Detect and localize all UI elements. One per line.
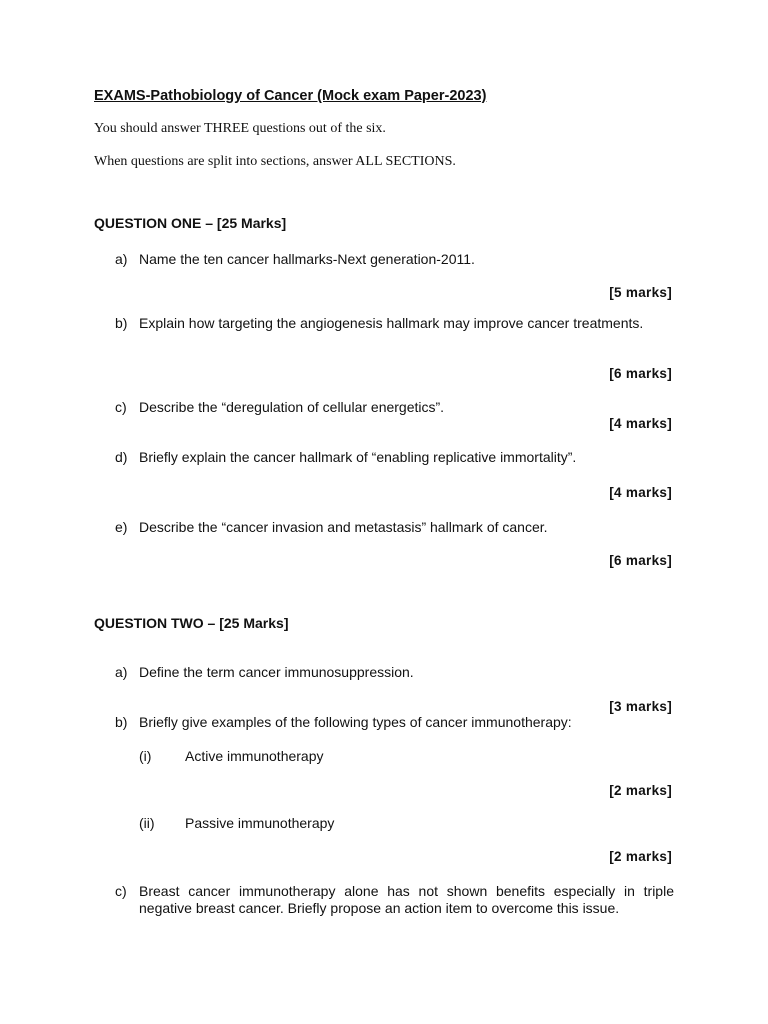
q1-part-c-text: Describe the “deregulation of cellular energetics”. [139, 399, 445, 415]
q1-part-b-text: Explain how targeting the angiogenesis hallmark may improve cancer treatments. [139, 315, 644, 331]
q1-part-a-text: Name the ten cancer hallmarks-Next generation-2011. [139, 251, 475, 267]
q2-part-c-label: c) [115, 883, 127, 899]
q1-part-a-marks: [5 marks] [609, 285, 672, 300]
q1-part-d-marks: [4 marks] [609, 485, 672, 500]
q1-part-c-marks: [4 marks] [609, 416, 672, 431]
q2-subpart-i-label: (i) [139, 748, 152, 764]
q2-subpart-i-marks: [2 marks] [609, 783, 672, 798]
q2-part-a-marks: [3 marks] [609, 699, 672, 714]
question-two-heading: QUESTION TWO – [25 Marks] [94, 615, 289, 631]
q2-part-a-label: a) [115, 664, 128, 680]
q2-subpart-ii-label: (ii) [139, 815, 155, 831]
q1-part-b-label: b) [115, 315, 128, 331]
instruction-2: When questions are split into sections, answer ALL SECTIONS. [94, 154, 456, 169]
q1-part-c-label: c) [115, 399, 127, 415]
question-one-heading: QUESTION ONE – [25 Marks] [94, 215, 287, 231]
q2-part-c-text: Breast cancer immunotherapy alone has not shown benefits especially in triple negative breast cancer. Briefly propose an action item to overcome this issue. [139, 883, 674, 916]
q2-part-a-text: Define the term cancer immunosuppression. [139, 664, 414, 680]
instruction-1: You should answer THREE questions out of the six. [94, 121, 386, 136]
q2-subpart-ii-text: Passive immunotherapy [185, 815, 335, 831]
q2-part-b-label: b) [115, 714, 128, 730]
q2-subpart-i-text: Active immunotherapy [185, 748, 324, 764]
q1-part-d-label: d) [115, 449, 128, 465]
page-title: EXAMS-Pathobiology of Cancer (Mock exam Paper-2023) [94, 88, 487, 104]
q2-part-b-text: Briefly give examples of the following types of cancer immunotherapy: [139, 714, 572, 730]
q1-part-a-label: a) [115, 251, 128, 267]
q1-part-b-marks: [6 marks] [609, 366, 672, 381]
q1-part-d-text: Briefly explain the cancer hallmark of “enabling replicative immortality”. [139, 449, 577, 465]
q1-part-e-text: Describe the “cancer invasion and metastasis” hallmark of cancer. [139, 519, 548, 535]
q1-part-e-marks: [6 marks] [609, 553, 672, 568]
q1-part-e-label: e) [115, 519, 128, 535]
q2-subpart-ii-marks: [2 marks] [609, 849, 672, 864]
